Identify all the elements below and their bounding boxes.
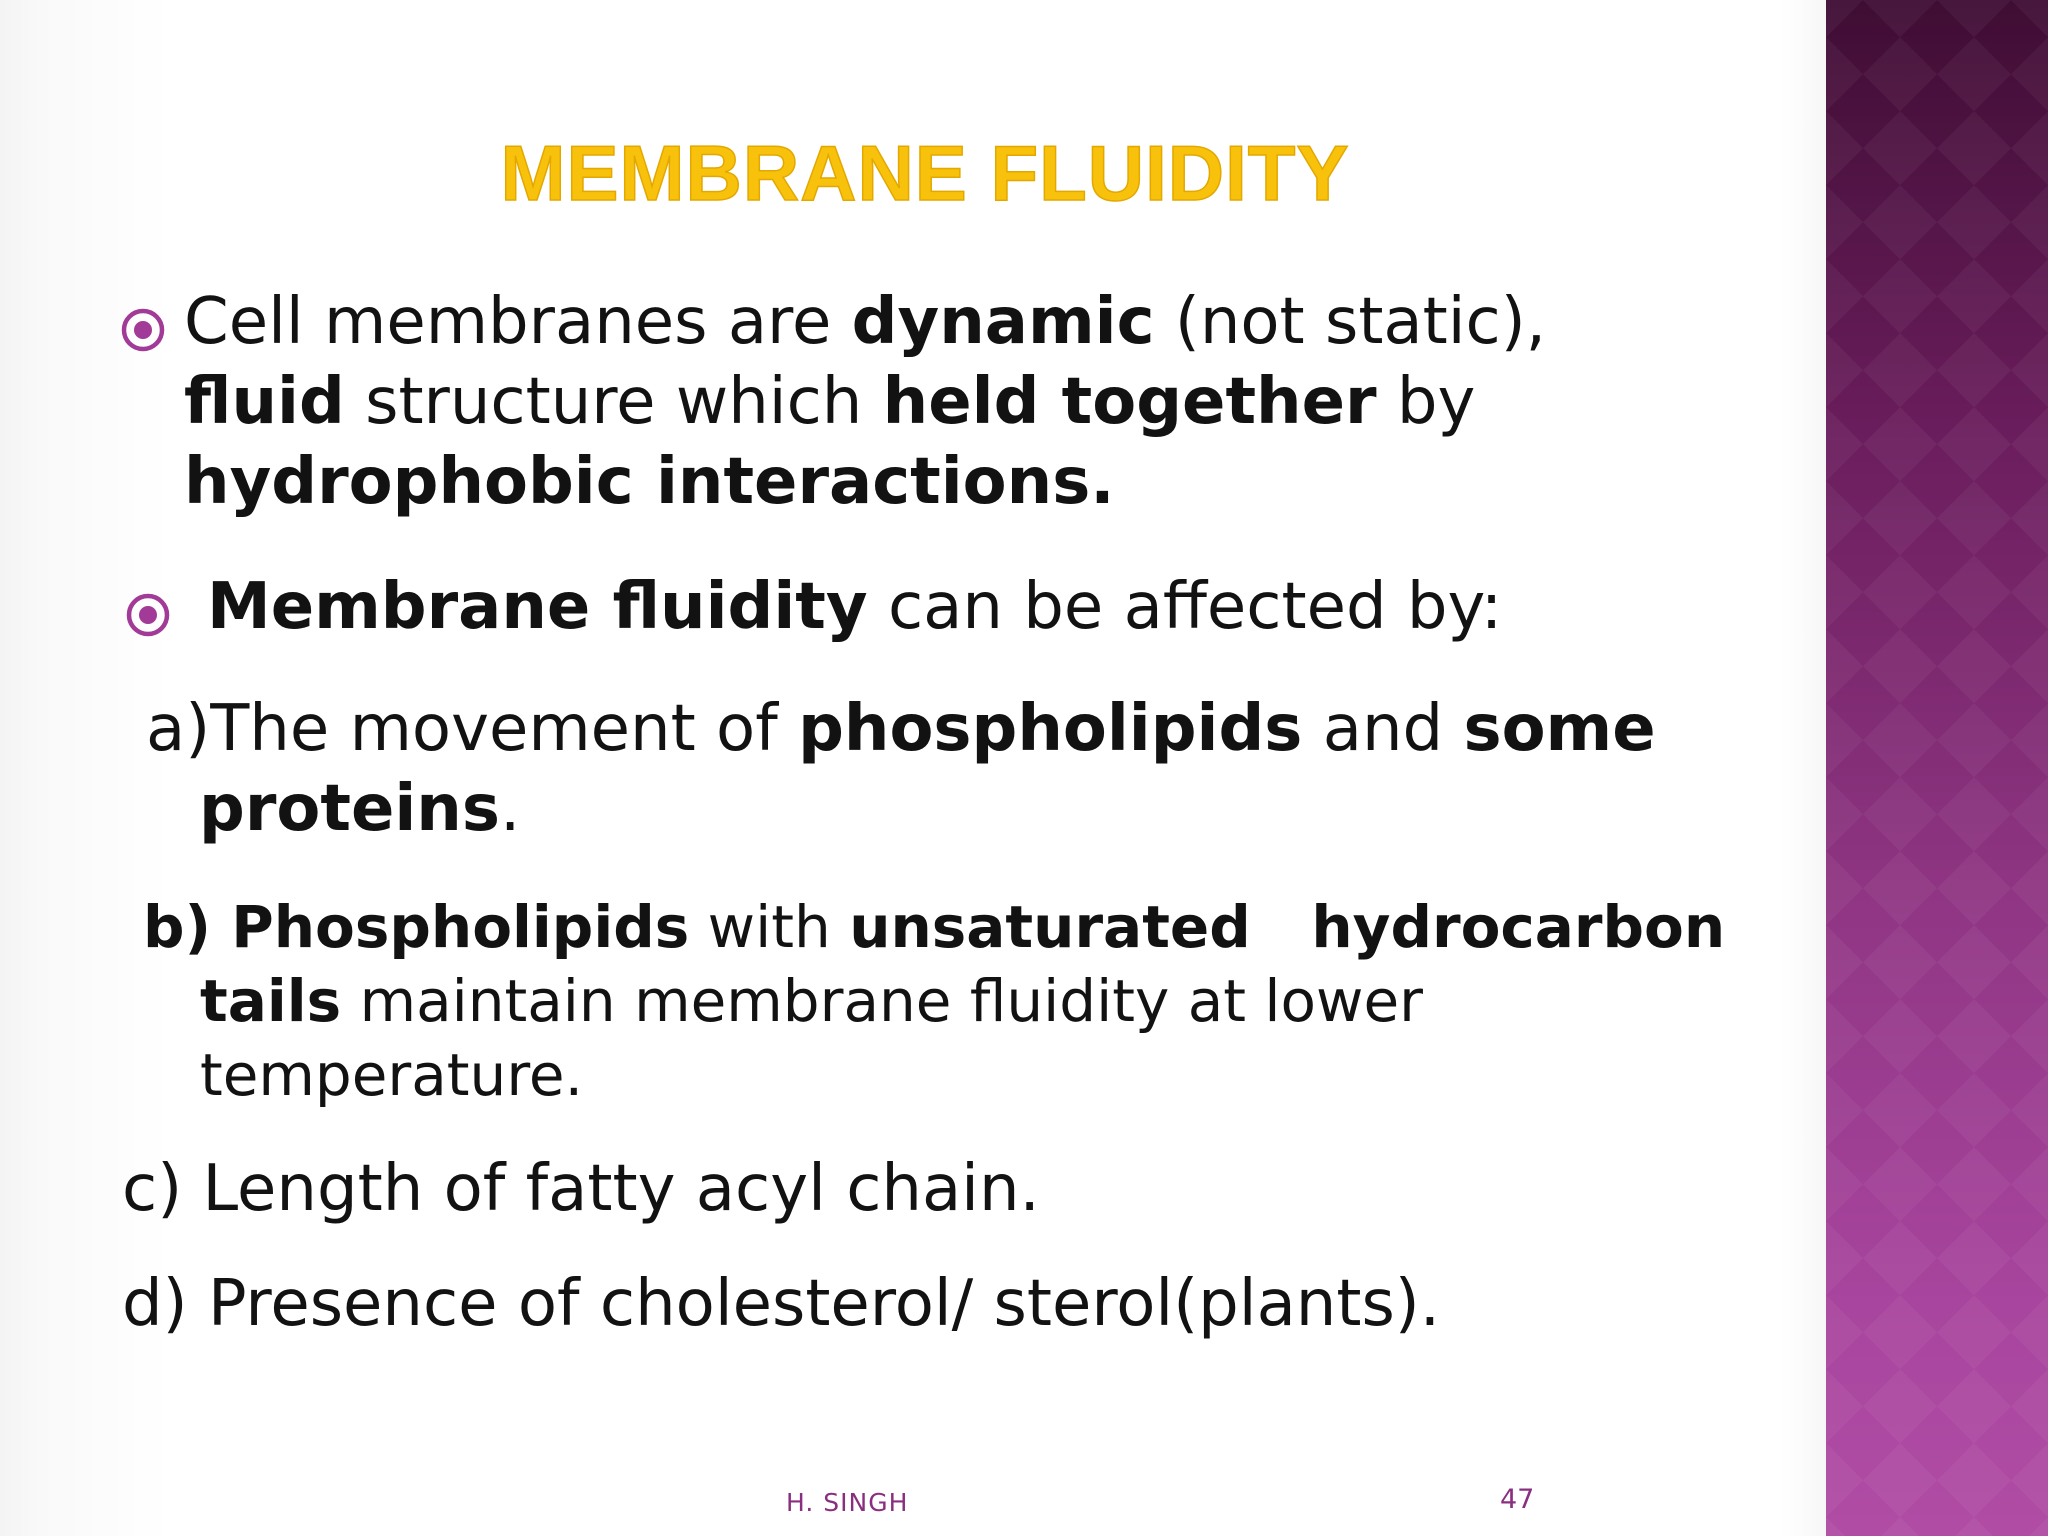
circled-dot-icon bbox=[125, 592, 171, 638]
bold-text-run: phospholipids bbox=[798, 692, 1303, 766]
bold-text-run: dynamic bbox=[851, 285, 1155, 359]
decorative-side-bar bbox=[1826, 0, 2048, 1536]
page-number: 47 bbox=[1500, 1484, 1535, 1515]
bold-text-run: b) Phospholipids bbox=[143, 893, 690, 961]
side-bar-pattern bbox=[1826, 0, 2048, 1536]
bold-text-run: tails bbox=[200, 967, 342, 1035]
text-run: a)The movement of bbox=[146, 692, 799, 766]
item-a-line-2 bbox=[199, 770, 520, 848]
bold-text-run: some bbox=[1463, 692, 1656, 766]
text-run: structure which bbox=[344, 365, 883, 439]
bold-text-run: Membrane fluidity bbox=[207, 570, 868, 644]
item-a-line-1 bbox=[146, 690, 1656, 768]
bold-text-run: fluid bbox=[184, 365, 345, 439]
bullet-1-line-3: hydrophobic interactions. bbox=[184, 445, 1115, 519]
bullet-1-line-1 bbox=[184, 283, 1546, 361]
item-b-line-1 bbox=[143, 890, 1725, 964]
bullet-1-line-2 bbox=[184, 363, 1475, 441]
bold-text-run: held together bbox=[882, 365, 1377, 439]
text-run: maintain membrane fluidity at lower bbox=[341, 967, 1423, 1035]
circled-dot-icon bbox=[120, 307, 166, 353]
text-run: Cell membranes are bbox=[184, 285, 852, 359]
bullet-2-line bbox=[207, 568, 1502, 646]
text-run: by bbox=[1376, 365, 1476, 439]
text-run: and bbox=[1302, 692, 1464, 766]
bold-text-run: unsaturated hydrocarbon bbox=[849, 893, 1726, 961]
slide-title: MEMBRANE FLUIDITY bbox=[500, 129, 1350, 217]
bold-text-run: proteins bbox=[199, 772, 500, 846]
item-b-line-3: temperature. bbox=[200, 1041, 584, 1109]
text-run: (not static), bbox=[1154, 285, 1546, 359]
item-b-line-2 bbox=[200, 964, 1423, 1038]
item-d-line: d) Presence of cholesterol/ sterol(plants). bbox=[122, 1267, 1441, 1341]
footer-author: H. SINGH bbox=[786, 1488, 909, 1517]
text-run: can be affected by: bbox=[867, 570, 1503, 644]
text-run: . bbox=[499, 772, 521, 846]
text-run: with bbox=[689, 893, 850, 961]
item-c-line: c) Length of fatty acyl chain. bbox=[122, 1152, 1040, 1226]
